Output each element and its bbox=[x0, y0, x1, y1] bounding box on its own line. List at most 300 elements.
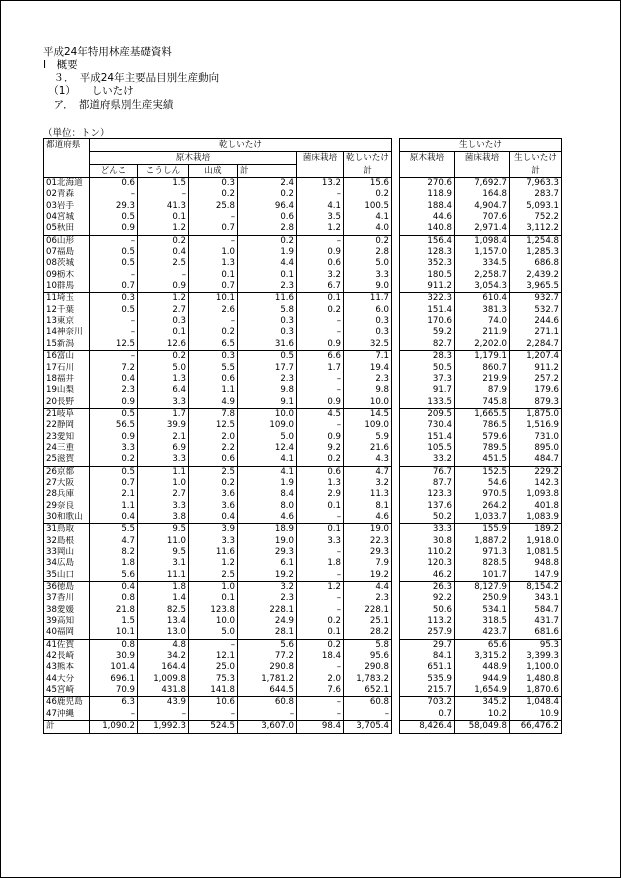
cell-donko: 1,090.2 bbox=[90, 721, 138, 733]
cell-prefecture: 20長野 bbox=[44, 397, 90, 409]
cell-fresh-log: 118.9 bbox=[400, 189, 455, 200]
cell-bed: – bbox=[297, 512, 344, 524]
cell-yamaboshi: 0.3 bbox=[189, 178, 238, 190]
cell-fresh-bed: 1,665.5 bbox=[455, 408, 510, 420]
cell-fresh-bed: 155.9 bbox=[455, 524, 510, 536]
table-row bbox=[44, 189, 562, 200]
cell-dried-total: 60.8 bbox=[344, 697, 392, 709]
cell-koshin: 2.7 bbox=[138, 489, 189, 500]
cell-dried-total: 109.0 bbox=[344, 420, 392, 431]
cell-koshin: 4.8 bbox=[138, 639, 189, 651]
cell-koshin: 12.6 bbox=[138, 339, 189, 351]
table-row bbox=[44, 536, 562, 547]
cell-donko: 0.5 bbox=[90, 258, 138, 269]
cell-bed: 0.9 bbox=[297, 397, 344, 409]
cell-fresh-log: 651.1 bbox=[400, 662, 455, 673]
cell-yamaboshi: 10.6 bbox=[189, 697, 238, 709]
cell-bed: – bbox=[297, 605, 344, 616]
cell-prefecture: 45宮崎 bbox=[44, 685, 90, 697]
cell-yamaboshi: 0.4 bbox=[189, 512, 238, 524]
cell-fresh-total: 1,254.8 bbox=[510, 235, 562, 247]
cell-prefecture: 36徳島 bbox=[44, 582, 90, 594]
cell-koshin: 0.2 bbox=[138, 351, 189, 363]
cell-koshin: 1.8 bbox=[138, 582, 189, 594]
cell-log-subtotal: 17.7 bbox=[238, 363, 297, 374]
table-row bbox=[44, 397, 562, 409]
cell-fresh-total: 1,285.3 bbox=[510, 247, 562, 258]
cell-bed: 98.4 bbox=[297, 721, 344, 733]
cell-yamaboshi: 0.6 bbox=[189, 454, 238, 466]
cell-fresh-total: 752.2 bbox=[510, 212, 562, 223]
cell-fresh-total: 7,963.3 bbox=[510, 178, 562, 190]
cell-fresh-total: 484.7 bbox=[510, 454, 562, 466]
cell-fresh-log: 30.8 bbox=[400, 536, 455, 547]
cell-log-subtotal: 4.6 bbox=[238, 512, 297, 524]
header-log-cultivation: 原木栽培 bbox=[90, 152, 297, 165]
cell-fresh-bed: 3,054.3 bbox=[455, 281, 510, 293]
cell-koshin: 1,009.8 bbox=[138, 674, 189, 685]
cell-donko: 696.1 bbox=[90, 674, 138, 685]
cell-dried-total: 14.5 bbox=[344, 408, 392, 420]
cell-prefecture: 09栃木 bbox=[44, 270, 90, 281]
cell-dried-total: 290.8 bbox=[344, 662, 392, 673]
cell-fresh-log: 209.5 bbox=[400, 408, 455, 420]
cell-prefecture: 34広島 bbox=[44, 558, 90, 569]
cell-koshin: 9.5 bbox=[138, 547, 189, 558]
cell-fresh-bed: 4,904.7 bbox=[455, 201, 510, 212]
cell-fresh-log: 76.7 bbox=[400, 466, 455, 478]
cell-fresh-bed: 860.7 bbox=[455, 363, 510, 374]
cell-donko: 0.5 bbox=[90, 212, 138, 223]
table-row bbox=[44, 408, 562, 420]
table-row bbox=[44, 443, 562, 454]
cell-fresh-total: 8,154.2 bbox=[510, 582, 562, 594]
cell-fresh-log: 215.7 bbox=[400, 685, 455, 697]
table-row bbox=[44, 639, 562, 651]
cell-bed: – bbox=[297, 316, 344, 327]
header-fresh-total-2: 計 bbox=[510, 165, 562, 178]
cell-koshin: 9.5 bbox=[138, 524, 189, 536]
cell-log-subtotal: 96.4 bbox=[238, 201, 297, 212]
cell-donko: 0.6 bbox=[90, 178, 138, 190]
cell-bed: – bbox=[297, 547, 344, 558]
cell-fresh-total: 257.2 bbox=[510, 374, 562, 385]
cell-fresh-bed: 1,098.4 bbox=[455, 235, 510, 247]
cell-koshin: 3.1 bbox=[138, 558, 189, 569]
cell-donko: 2.3 bbox=[90, 385, 138, 396]
cell-yamaboshi: 12.1 bbox=[189, 651, 238, 662]
cell-prefecture: 22静岡 bbox=[44, 420, 90, 431]
cell-donko: – bbox=[90, 709, 138, 721]
cell-fresh-bed: 10.2 bbox=[455, 709, 510, 721]
cell-prefecture: 12千葉 bbox=[44, 305, 90, 316]
cell-fresh-bed: 534.1 bbox=[455, 605, 510, 616]
cell-fresh-total: 431.7 bbox=[510, 616, 562, 627]
cell-yamaboshi: 1.1 bbox=[189, 385, 238, 396]
cell-dried-total: 3,705.4 bbox=[344, 721, 392, 733]
cell-prefecture: 35山口 bbox=[44, 570, 90, 582]
cell-fresh-log: 110.2 bbox=[400, 547, 455, 558]
cell-bed: 4.5 bbox=[297, 408, 344, 420]
cell-fresh-bed: 1,157.0 bbox=[455, 247, 510, 258]
cell-dried-total: 19.4 bbox=[344, 363, 392, 374]
cell-yamaboshi: – bbox=[189, 212, 238, 223]
cell-bed: – bbox=[297, 385, 344, 396]
cell-koshin: 3.3 bbox=[138, 397, 189, 409]
cell-prefecture: 13東京 bbox=[44, 316, 90, 327]
subsection-heading: ３． 平成24年主要品目別生産動向 bbox=[43, 72, 220, 84]
cell-yamaboshi: 0.2 bbox=[189, 189, 238, 200]
cell-prefecture: 03岩手 bbox=[44, 201, 90, 212]
cell-koshin: 1.5 bbox=[138, 178, 189, 190]
cell-dried-total: 0.2 bbox=[344, 189, 392, 200]
cell-donko: 0.9 bbox=[90, 432, 138, 443]
cell-fresh-bed: 101.7 bbox=[455, 570, 510, 582]
cell-bed: 1.3 bbox=[297, 478, 344, 489]
cell-donko: 0.9 bbox=[90, 397, 138, 409]
cell-fresh-bed: 87.9 bbox=[455, 385, 510, 396]
cell-donko: 0.7 bbox=[90, 281, 138, 293]
cell-bed: 2.0 bbox=[297, 674, 344, 685]
cell-prefecture: 23愛知 bbox=[44, 432, 90, 443]
cell-fresh-total: 1,048.4 bbox=[510, 697, 562, 709]
cell-dried-total: 29.3 bbox=[344, 547, 392, 558]
cell-donko: 0.9 bbox=[90, 223, 138, 235]
cell-yamaboshi: 0.6 bbox=[189, 374, 238, 385]
cell-fresh-total: 1,870.6 bbox=[510, 685, 562, 697]
cell-yamaboshi: 0.1 bbox=[189, 593, 238, 604]
cell-dried-total: 7.1 bbox=[344, 351, 392, 363]
cell-bed: 1.7 bbox=[297, 363, 344, 374]
cell-fresh-bed: 7,692.7 bbox=[455, 178, 510, 190]
cell-prefecture: 21岐阜 bbox=[44, 408, 90, 420]
header-donko: どんこ bbox=[90, 165, 138, 178]
cell-fresh-bed: 707.6 bbox=[455, 212, 510, 223]
cell-dried-total: 0.3 bbox=[344, 316, 392, 327]
cell-dried-total: 2.3 bbox=[344, 374, 392, 385]
cell-log-subtotal: 6.1 bbox=[238, 558, 297, 569]
cell-donko: – bbox=[90, 351, 138, 363]
table-row bbox=[44, 327, 562, 338]
cell-fresh-total: 3,112.2 bbox=[510, 223, 562, 235]
cell-fresh-log: 113.2 bbox=[400, 616, 455, 627]
cell-fresh-log: 46.2 bbox=[400, 570, 455, 582]
cell-log-subtotal: 0.5 bbox=[238, 351, 297, 363]
cell-fresh-log: 133.5 bbox=[400, 397, 455, 409]
cell-log-subtotal: 60.8 bbox=[238, 697, 297, 709]
cell-bed: 0.9 bbox=[297, 339, 344, 351]
cell-fresh-log: 151.4 bbox=[400, 305, 455, 316]
cell-yamaboshi: 3.6 bbox=[189, 501, 238, 512]
cell-log-subtotal: 5.8 bbox=[238, 305, 297, 316]
cell-donko: 0.5 bbox=[90, 408, 138, 420]
cell-fresh-log: 50.2 bbox=[400, 512, 455, 524]
header-row-3 bbox=[44, 165, 562, 178]
cell-koshin: 0.1 bbox=[138, 327, 189, 338]
cell-yamaboshi: 75.3 bbox=[189, 674, 238, 685]
cell-prefecture: 43熊本 bbox=[44, 662, 90, 673]
cell-koshin: 1.7 bbox=[138, 408, 189, 420]
cell-koshin: 0.3 bbox=[138, 316, 189, 327]
cell-yamaboshi: 0.2 bbox=[189, 327, 238, 338]
cell-log-subtotal: 109.0 bbox=[238, 420, 297, 431]
cell-dried-total: 5.9 bbox=[344, 432, 392, 443]
cell-fresh-total: 95.3 bbox=[510, 639, 562, 651]
cell-log-subtotal: 10.0 bbox=[238, 408, 297, 420]
cell-donko: 30.9 bbox=[90, 651, 138, 662]
cell-prefecture: 06山形 bbox=[44, 235, 90, 247]
cell-bed: 1.2 bbox=[297, 582, 344, 594]
cell-fresh-bed: 745.8 bbox=[455, 397, 510, 409]
cell-fresh-log: 120.3 bbox=[400, 558, 455, 569]
cell-dried-total: 21.6 bbox=[344, 443, 392, 454]
cell-log-subtotal: 0.3 bbox=[238, 316, 297, 327]
cell-yamaboshi: 10.1 bbox=[189, 293, 238, 305]
table-heading: ア． 都道府県別生産実績 bbox=[43, 99, 174, 111]
cell-log-subtotal: 28.1 bbox=[238, 627, 297, 639]
cell-fresh-log: 59.2 bbox=[400, 327, 455, 338]
cell-koshin: 0.1 bbox=[138, 212, 189, 223]
cell-fresh-bed: 250.9 bbox=[455, 593, 510, 604]
cell-bed: – bbox=[297, 374, 344, 385]
table-row bbox=[44, 709, 562, 721]
cell-prefecture: 28兵庫 bbox=[44, 489, 90, 500]
cell-fresh-log: 137.6 bbox=[400, 501, 455, 512]
cell-fresh-total: 1,516.9 bbox=[510, 420, 562, 431]
table-row bbox=[44, 305, 562, 316]
cell-donko: – bbox=[90, 316, 138, 327]
cell-koshin: 2.1 bbox=[138, 432, 189, 443]
table-row bbox=[44, 293, 562, 305]
cell-yamaboshi: 0.7 bbox=[189, 223, 238, 235]
cell-fresh-bed: 211.9 bbox=[455, 327, 510, 338]
cell-prefecture: 19山梨 bbox=[44, 385, 90, 396]
cell-fresh-log: 33.3 bbox=[400, 524, 455, 536]
cell-log-subtotal: 644.5 bbox=[238, 685, 297, 697]
table-row bbox=[44, 466, 562, 478]
cell-koshin: 0.2 bbox=[138, 235, 189, 247]
cell-fresh-log: 352.3 bbox=[400, 258, 455, 269]
table-row bbox=[44, 662, 562, 673]
table-row bbox=[44, 616, 562, 627]
cell-fresh-bed: 451.5 bbox=[455, 454, 510, 466]
cell-fresh-total: 948.8 bbox=[510, 558, 562, 569]
cell-yamaboshi: 5.5 bbox=[189, 363, 238, 374]
cell-fresh-bed: 318.5 bbox=[455, 616, 510, 627]
cell-donko: 1.8 bbox=[90, 558, 138, 569]
cell-koshin: 2.7 bbox=[138, 305, 189, 316]
cell-fresh-bed: 610.4 bbox=[455, 293, 510, 305]
cell-donko: 0.7 bbox=[90, 478, 138, 489]
cell-dried-total: 228.1 bbox=[344, 605, 392, 616]
cell-yamaboshi: 2.0 bbox=[189, 432, 238, 443]
cell-fresh-bed: 65.6 bbox=[455, 639, 510, 651]
cell-fresh-log: 26.3 bbox=[400, 582, 455, 594]
cell-fresh-log: 535.9 bbox=[400, 674, 455, 685]
table-row bbox=[44, 339, 562, 351]
cell-bed: – bbox=[297, 709, 344, 721]
cell-dried-total: 4.1 bbox=[344, 212, 392, 223]
table-row bbox=[44, 501, 562, 512]
cell-yamaboshi: 123.8 bbox=[189, 605, 238, 616]
cell-yamaboshi: 0.1 bbox=[189, 270, 238, 281]
cell-donko: 0.5 bbox=[90, 305, 138, 316]
cell-donko: – bbox=[90, 327, 138, 338]
cell-koshin: 164.4 bbox=[138, 662, 189, 673]
cell-prefecture: 計 bbox=[44, 721, 90, 733]
cell-fresh-log: 911.2 bbox=[400, 281, 455, 293]
cell-fresh-total: 5,093.1 bbox=[510, 201, 562, 212]
cell-dried-total: 2.8 bbox=[344, 247, 392, 258]
cell-log-subtotal: 290.8 bbox=[238, 662, 297, 673]
cell-prefecture: 14神奈川 bbox=[44, 327, 90, 338]
cell-donko: 7.2 bbox=[90, 363, 138, 374]
table-row bbox=[44, 385, 562, 396]
cell-bed: 0.1 bbox=[297, 501, 344, 512]
cell-fresh-total: 584.7 bbox=[510, 605, 562, 616]
cell-fresh-bed: 164.8 bbox=[455, 189, 510, 200]
header-fresh-log: 原木栽培 bbox=[400, 152, 455, 165]
cell-fresh-log: 270.6 bbox=[400, 178, 455, 190]
cell-prefecture: 04宮城 bbox=[44, 212, 90, 223]
cell-bed: 0.2 bbox=[297, 616, 344, 627]
cell-fresh-bed: 381.3 bbox=[455, 305, 510, 316]
cell-fresh-total: 1,207.4 bbox=[510, 351, 562, 363]
cell-log-subtotal: 1,781.2 bbox=[238, 674, 297, 685]
cell-log-subtotal: 5.0 bbox=[238, 432, 297, 443]
cell-log-subtotal: 18.9 bbox=[238, 524, 297, 536]
cell-yamaboshi: 0.2 bbox=[189, 478, 238, 489]
cell-log-subtotal: 0.1 bbox=[238, 270, 297, 281]
cell-bed: 1.8 bbox=[297, 558, 344, 569]
cell-bed: 4.1 bbox=[297, 201, 344, 212]
cell-fresh-total: 229.2 bbox=[510, 466, 562, 478]
cell-log-subtotal: – bbox=[238, 709, 297, 721]
cell-fresh-total: 2,439.2 bbox=[510, 270, 562, 281]
cell-log-subtotal: 1.9 bbox=[238, 247, 297, 258]
cell-koshin: 3.8 bbox=[138, 512, 189, 524]
cell-fresh-total: 1,875.0 bbox=[510, 408, 562, 420]
cell-prefecture: 44大分 bbox=[44, 674, 90, 685]
cell-donko: 29.3 bbox=[90, 201, 138, 212]
table-row bbox=[44, 258, 562, 269]
cell-dried-total: 5.8 bbox=[344, 639, 392, 651]
cell-fresh-bed: 58,049.8 bbox=[455, 721, 510, 733]
table-row bbox=[44, 685, 562, 697]
cell-dried-total: 3.3 bbox=[344, 270, 392, 281]
cell-bed: 0.2 bbox=[297, 639, 344, 651]
cell-bed: 3.2 bbox=[297, 270, 344, 281]
cell-yamaboshi: – bbox=[189, 316, 238, 327]
cell-bed: 6.7 bbox=[297, 281, 344, 293]
cell-dried-total: 5.0 bbox=[344, 258, 392, 269]
cell-koshin: – bbox=[138, 270, 189, 281]
cell-dried-total: 25.1 bbox=[344, 616, 392, 627]
cell-prefecture: 47沖縄 bbox=[44, 709, 90, 721]
cell-fresh-total: 681.6 bbox=[510, 627, 562, 639]
cell-fresh-bed: 3,315.2 bbox=[455, 651, 510, 662]
cell-bed: 6.6 bbox=[297, 351, 344, 363]
cell-fresh-bed: 786.5 bbox=[455, 420, 510, 431]
cell-fresh-total: 179.6 bbox=[510, 385, 562, 396]
cell-yamaboshi: 141.8 bbox=[189, 685, 238, 697]
cell-koshin: 1.0 bbox=[138, 478, 189, 489]
cell-prefecture: 11埼玉 bbox=[44, 293, 90, 305]
cell-fresh-log: 50.5 bbox=[400, 363, 455, 374]
cell-fresh-bed: 1,887.2 bbox=[455, 536, 510, 547]
cell-yamaboshi: – bbox=[189, 639, 238, 651]
cell-fresh-total: 895.0 bbox=[510, 443, 562, 454]
header-dried-total: 乾しいたけ bbox=[344, 152, 392, 165]
cell-bed: – bbox=[297, 189, 344, 200]
cell-log-subtotal: 3,607.0 bbox=[238, 721, 297, 733]
cell-prefecture: 25滋賀 bbox=[44, 454, 90, 466]
cell-fresh-total: 3,965.5 bbox=[510, 281, 562, 293]
cell-fresh-total: 1,093.8 bbox=[510, 489, 562, 500]
cell-fresh-bed: 1,033.7 bbox=[455, 512, 510, 524]
cell-bed: 2.9 bbox=[297, 489, 344, 500]
cell-prefecture: 16富山 bbox=[44, 351, 90, 363]
cell-dried-total: 8.1 bbox=[344, 501, 392, 512]
cell-log-subtotal: 3.2 bbox=[238, 582, 297, 594]
cell-donko: 10.1 bbox=[90, 627, 138, 639]
cell-prefecture: 41佐賀 bbox=[44, 639, 90, 651]
table-row bbox=[44, 651, 562, 662]
cell-donko: 5.6 bbox=[90, 570, 138, 582]
cell-fresh-log: 82.7 bbox=[400, 339, 455, 351]
cell-fresh-total: 189.2 bbox=[510, 524, 562, 536]
cell-donko: – bbox=[90, 189, 138, 200]
cell-fresh-log: 128.3 bbox=[400, 247, 455, 258]
cell-log-subtotal: 4.1 bbox=[238, 454, 297, 466]
cell-prefecture: 42長崎 bbox=[44, 651, 90, 662]
cell-bed: 0.9 bbox=[297, 247, 344, 258]
cell-log-subtotal: 19.0 bbox=[238, 536, 297, 547]
cell-yamaboshi: 10.0 bbox=[189, 616, 238, 627]
cell-yamaboshi: 7.8 bbox=[189, 408, 238, 420]
cell-donko: 0.4 bbox=[90, 512, 138, 524]
cell-yamaboshi: 1.2 bbox=[189, 558, 238, 569]
table-row bbox=[44, 524, 562, 536]
cell-yamaboshi: 11.6 bbox=[189, 547, 238, 558]
cell-fresh-bed: 74.0 bbox=[455, 316, 510, 327]
cell-prefecture: 01北海道 bbox=[44, 178, 90, 190]
cell-donko: 1.1 bbox=[90, 501, 138, 512]
cell-donko: 0.3 bbox=[90, 293, 138, 305]
cell-fresh-log: 151.4 bbox=[400, 432, 455, 443]
cell-bed: 0.2 bbox=[297, 454, 344, 466]
cell-bed: – bbox=[297, 570, 344, 582]
cell-fresh-log: 50.6 bbox=[400, 605, 455, 616]
cell-bed: 13.2 bbox=[297, 178, 344, 190]
cell-log-subtotal: 0.2 bbox=[238, 235, 297, 247]
cell-dried-total: 4.7 bbox=[344, 466, 392, 478]
cell-fresh-total: 932.7 bbox=[510, 293, 562, 305]
cell-fresh-total: 142.3 bbox=[510, 478, 562, 489]
cell-prefecture: 02青森 bbox=[44, 189, 90, 200]
cell-yamaboshi: 25.8 bbox=[189, 201, 238, 212]
cell-fresh-total: 879.3 bbox=[510, 397, 562, 409]
cell-dried-total: 0.2 bbox=[344, 235, 392, 247]
table-row bbox=[44, 674, 562, 685]
cell-bed: 0.2 bbox=[297, 305, 344, 316]
cell-log-subtotal: 9.1 bbox=[238, 397, 297, 409]
cell-log-subtotal: 12.4 bbox=[238, 443, 297, 454]
table-row bbox=[44, 351, 562, 363]
cell-fresh-bed: 219.9 bbox=[455, 374, 510, 385]
cell-log-subtotal: 2.4 bbox=[238, 178, 297, 190]
cell-fresh-log: 156.4 bbox=[400, 235, 455, 247]
